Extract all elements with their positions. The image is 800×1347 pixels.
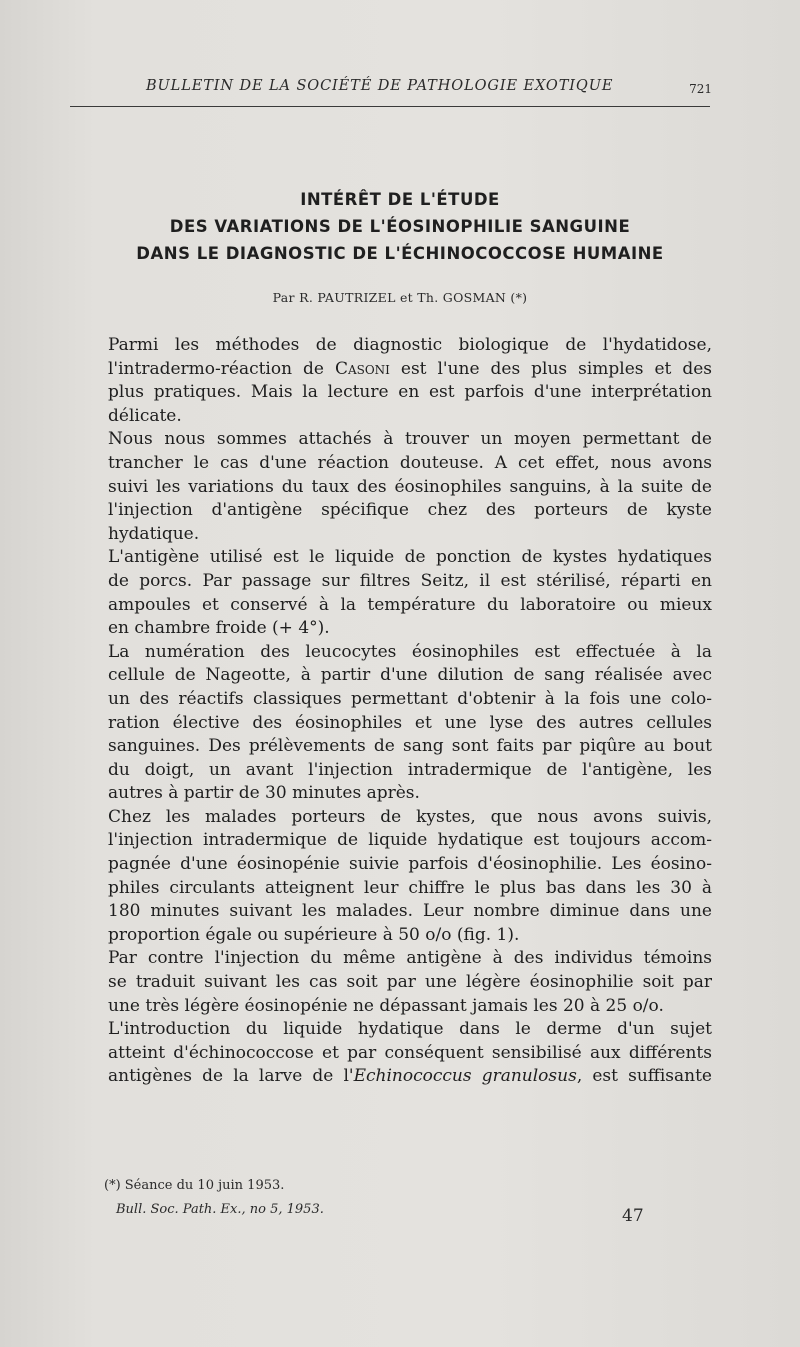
paragraph (86, 546, 712, 640)
text-line: 180 minutes suivant les malades. Leur nombre diminue dans une (108, 901, 712, 922)
text-line: sanguines. Des prélèvements de sang sont faits par piqûre au bout (108, 736, 712, 757)
text-line: de porcs. Par passage sur filtres Seitz, il est stérilisé, réparti en (108, 570, 712, 591)
text-line: autres à partir de 30 minutes après. (108, 783, 420, 804)
text-line: en chambre froide (+ 4°). (108, 618, 330, 639)
paragraph (86, 1018, 712, 1089)
text-line: philes circulants atteignent leur chiffre le plus bas dans les 30 à (108, 877, 712, 898)
article-body (86, 334, 712, 1089)
text-line: Nous nous sommes attachés à trouver un moyen permettant de (108, 429, 712, 450)
text-line: atteint d'échinococcose et par conséquent sensibilisé aux différents (108, 1042, 712, 1063)
paragraph (86, 334, 712, 428)
footnote-session-date: (*) Séance du 10 juin 1953. (104, 1178, 285, 1193)
footnotes (104, 1174, 664, 1222)
text-line: trancher le cas d'une réaction douteuse. A cet effet, nous avons (108, 452, 712, 473)
paragraph (86, 947, 712, 1018)
signature-mark: 47 (622, 1206, 644, 1226)
journal-running-title: BULLETIN DE LA SOCIÉTÉ DE PATHOLOGIE EXOTIQUE (146, 78, 614, 94)
text-line: antigènes de la larve de l'Echinococcus granulosus, est suffisante (108, 1066, 712, 1087)
text-line: délicate. (108, 405, 182, 426)
text-line: La numération des leucocytes éosinophiles est effectuée à la (108, 641, 712, 662)
text-line: ration élective des éosinophiles et une lyse des autres cellules (108, 712, 712, 733)
text-line: une très légère éosinopénie ne dépassant jamais les 20 à 25 o/o. (108, 995, 664, 1016)
author-byline: Par R. PAUTRIZEL et Th. GOSMAN (*) (272, 290, 528, 305)
paragraph (86, 641, 712, 806)
paragraph (86, 428, 712, 546)
text-line: ampoules et conservé à la température du laboratoire ou mieux (108, 594, 712, 615)
article-title (0, 186, 800, 267)
title-line-1: INTÉRÊT DE L'ÉTUDE (300, 190, 500, 209)
text-line: se traduit suivant les cas soit par une légère éosinophilie soit par (108, 972, 712, 993)
text-line: plus pratiques. Mais la lecture en est parfois d'une interprétation (108, 382, 712, 403)
text-line: l'intradermo-réaction de Casoni est l'une des plus simples et des (108, 358, 712, 379)
text-line: proportion égale ou supérieure à 50 o/o (fig. 1). (108, 924, 520, 945)
text-line: l'injection d'antigène spécifique chez des porteurs de kyste (108, 500, 712, 521)
text-line: Chez les malades porteurs de kystes, que nous avons suivis, (108, 806, 712, 827)
text-line: hydatique. (108, 523, 200, 544)
title-line-2: DES VARIATIONS DE L'ÉOSINOPHILIE SANGUINE (169, 217, 631, 236)
footnote-citation: Bull. Soc. Path. Ex., no 5, 1953. (116, 1202, 324, 1217)
text-line: pagnée d'une éosinopénie suivie parfois d'éosinophilie. Les éosino- (108, 854, 712, 875)
page-number: 721 (689, 82, 712, 96)
running-header (70, 76, 710, 107)
text-line: l'injection intradermique de liquide hydatique est toujours accom- (108, 830, 712, 851)
text-line: cellule de Nageotte, à partir d'une dilution de sang réalisée avec (108, 665, 712, 686)
text-line: suivi les variations du taux des éosinophiles sanguins, à la suite de (108, 476, 712, 497)
text-line: Parmi les méthodes de diagnostic biologique de l'hydatidose, (108, 335, 712, 355)
text-line: Par contre l'injection du même antigène à des individus témoins (108, 948, 712, 969)
text-line: du doigt, un avant l'injection intradermique de l'antigène, les (108, 759, 712, 780)
text-line: L'antigène utilisé est le liquide de ponction de kystes hydatiques (108, 547, 712, 568)
text-line: L'introduction du liquide hydatique dans le derme d'un sujet (108, 1019, 712, 1040)
title-line-3: DANS LE DIAGNOSTIC DE L'ÉCHINOCOCCOSE HUMAINE (136, 244, 664, 263)
text-line: un des réactifs classiques permettant d'obtenir à la fois une colo- (108, 688, 712, 709)
paragraph (86, 806, 712, 948)
